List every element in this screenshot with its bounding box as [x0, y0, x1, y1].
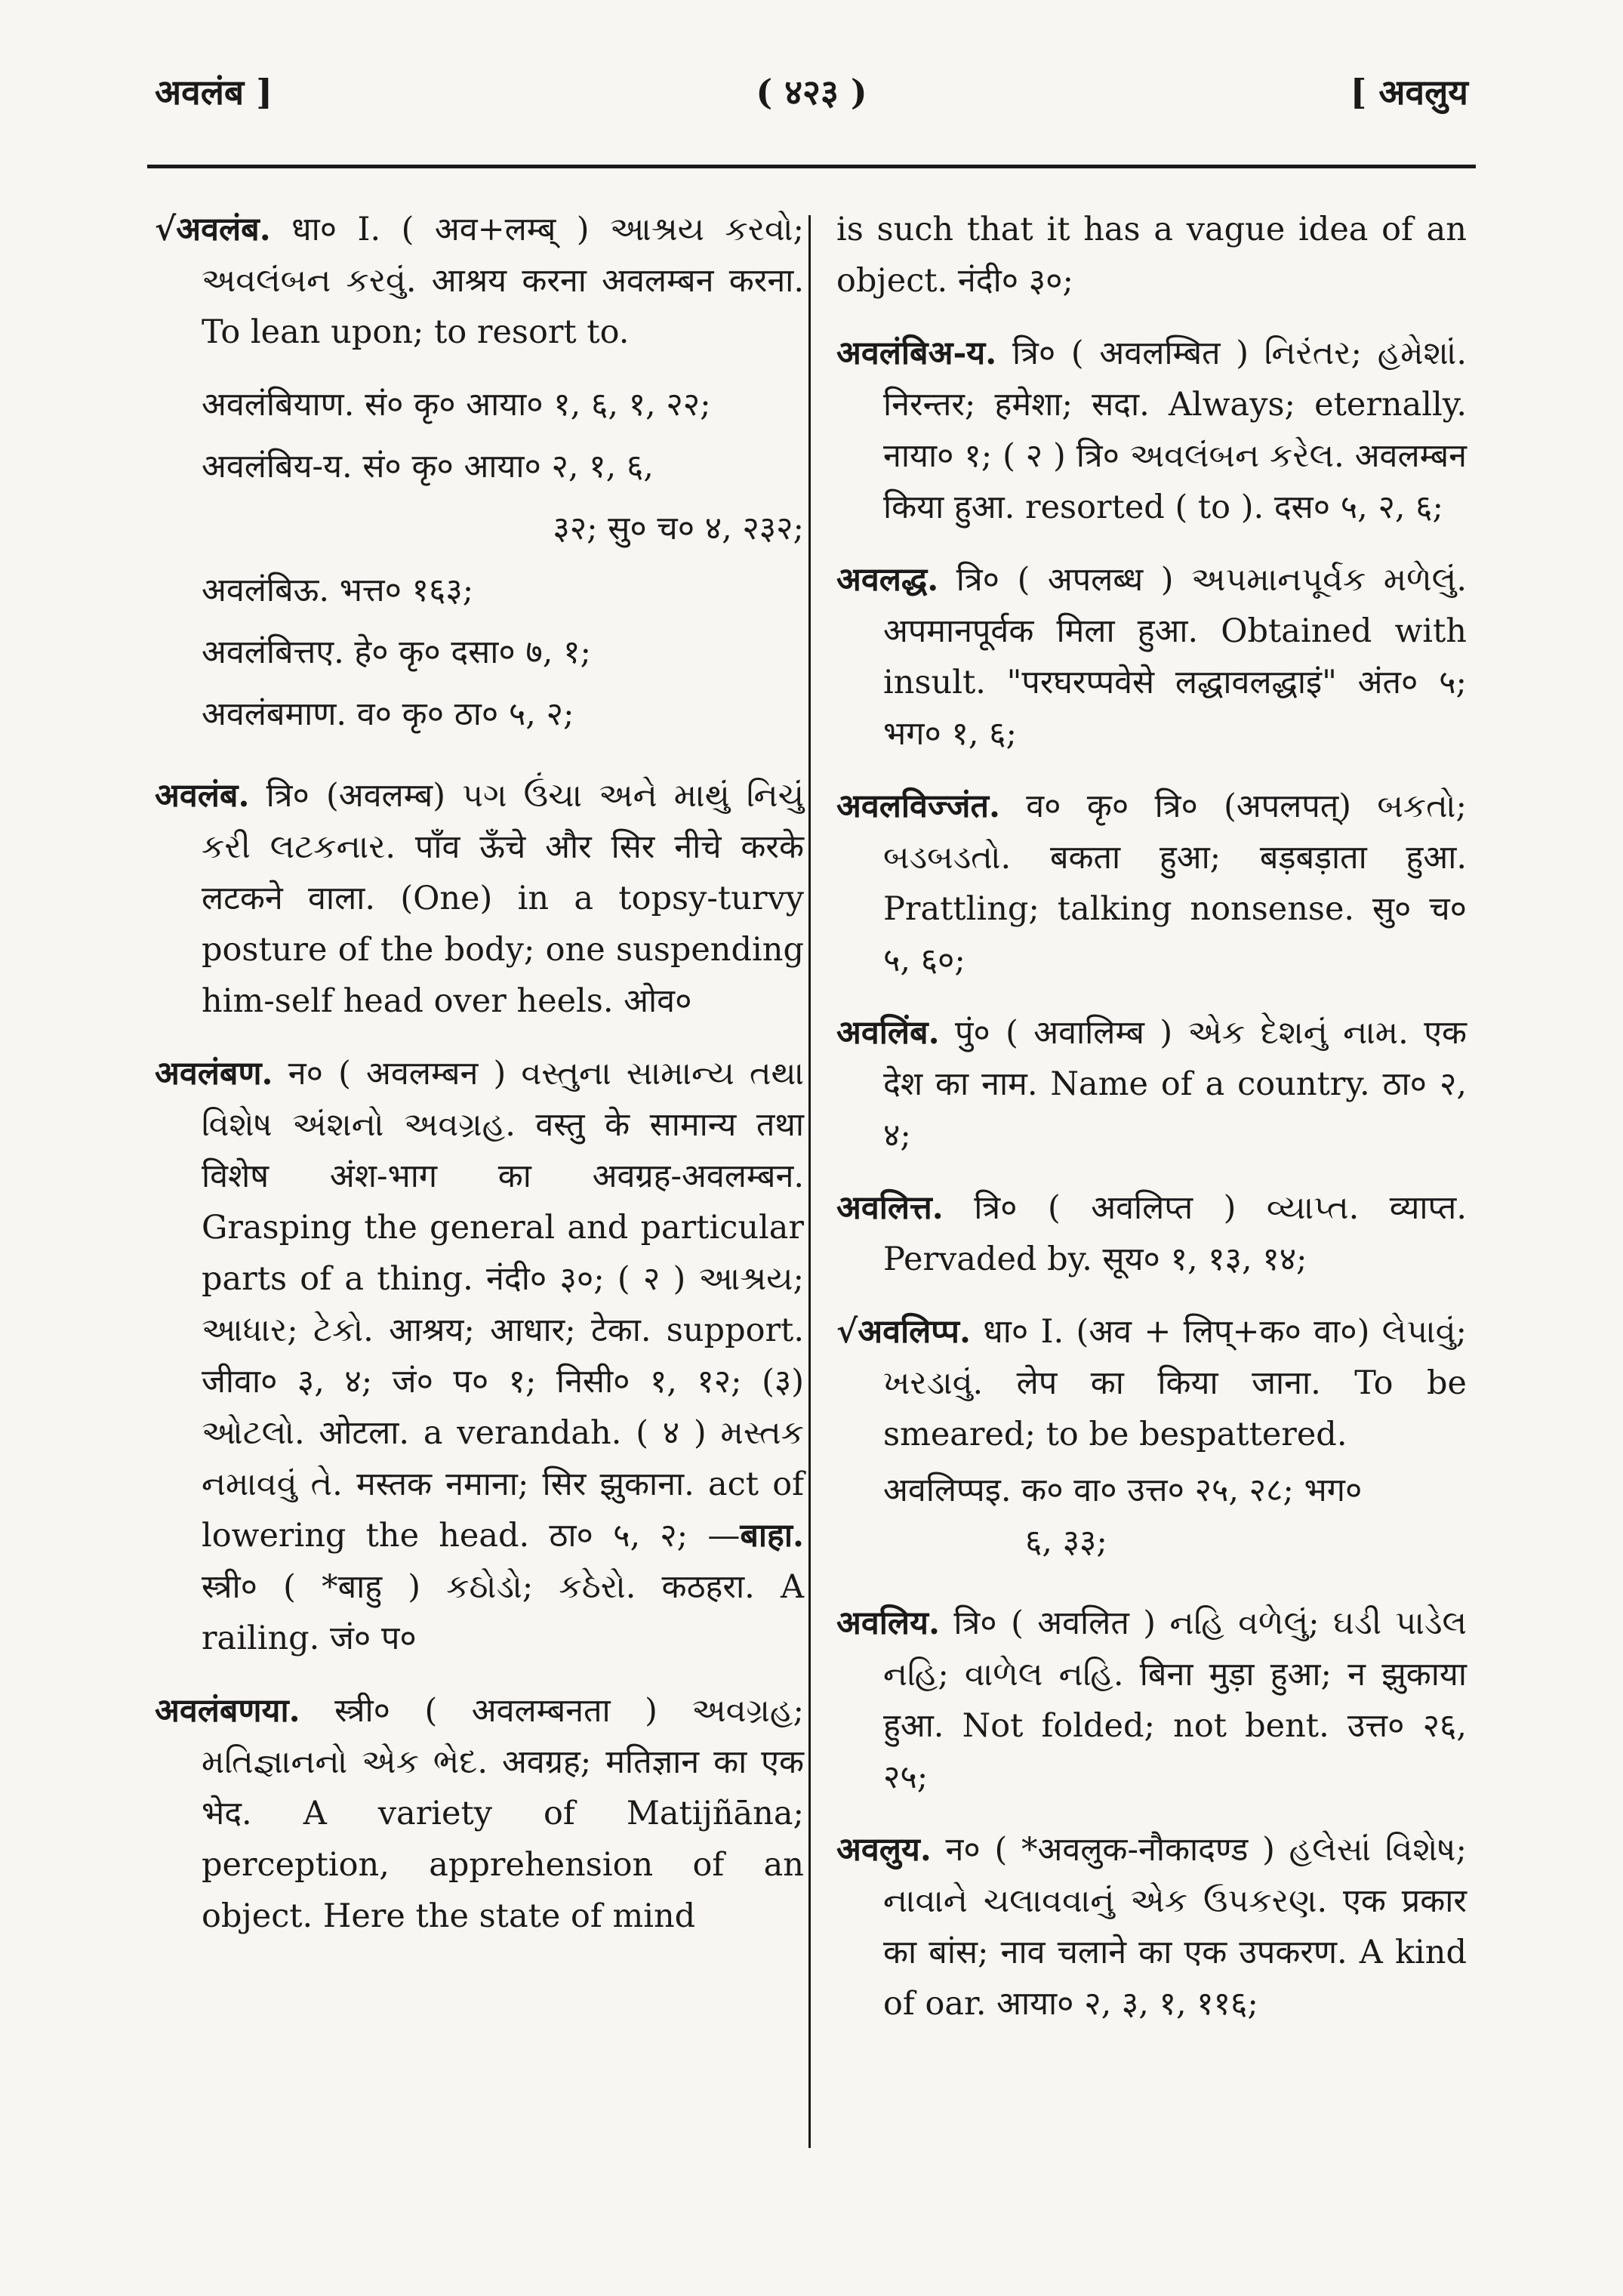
right-column [836, 204, 1467, 2051]
sub-form-continued: ३२; सु० च० ४, २३२; [553, 510, 804, 547]
header-right-guide-word: [ अवलुय [1350, 72, 1468, 112]
entry-avalamba-adj [155, 770, 804, 1027]
entry-definition: त्रि० ( अवलम्बित ) નિરંતર; હમેશાં. निरन्तर; हमेशा; सदा. Always; eternally. नाया० १; ( २ ) त्रि० અવલંબન કરેલ. अवलम्बन किया हुआ. resorted ( to ). दस० ५, २, ६; [883, 334, 1467, 526]
entry-headword: √अवलिप्प. [836, 1313, 971, 1351]
entry-headword: अवलुय. [836, 1831, 932, 1869]
entry-headword: अवलित्त. [836, 1189, 944, 1227]
sub-form: अवलंबिय-य. सं० कृ० आया० २, १, ६, [202, 448, 654, 485]
sub-form: अवलंबिऊ. भत्त० १६३; [202, 572, 474, 609]
entry-headword: अवलंबिअ-य. [836, 334, 997, 372]
entry-avaliya [836, 1598, 1467, 1803]
entry-avalimba [836, 1007, 1467, 1161]
entry-avalambia [836, 328, 1467, 533]
entry-headword: अवलंबण. [155, 1055, 273, 1093]
left-column [155, 204, 804, 1963]
entry-avalippa [836, 1306, 1467, 1460]
entry-headword: √अवलंब. [155, 211, 271, 248]
entry-definition: न० ( अवलम्बन ) વસ્તુના સામાન્ય તથા વિશેષ અંશનો અવગ્રહ. वस्तु के सामान्य तथा विशेष अंश-भाग का अवग्रह-अवलम्बन. Grasping the general and particular parts of a thing. नंदी० ३०; ( २ ) આશ્રય; આધાર; ટેકો. आश्रय; आधार; टेका. support. जीवा० ३, ४; जं० प० १; निसी० १, १२; (३) ઓટલો. ओटला. a verandah. ( ४ ) મસ્તક નમાવવું તે. मस्तक नमाना; सिर झुकाना. act of lowering the head. ठा० ५, २; — [202, 1055, 804, 1555]
sub-form-continued: ६, ३३; [1025, 1523, 1107, 1561]
sub-form: अवलंबमाण. व० कृ० ठा० ५, २; [202, 695, 574, 733]
entry-avalambanaya [155, 1685, 804, 1942]
sub-form: अवलिप्पइ. क० वा० उत्त० २५, २८; भग० [883, 1472, 1363, 1509]
entry-headword: अवलिंब. [836, 1014, 940, 1052]
entry-definition: त्रि० ( अवलिप्त ) વ્યાપ્ત. व्याप्त. Pervaded by. सूय० १, १३, १४; [883, 1189, 1467, 1278]
page-number: ( ४२३ ) [756, 72, 867, 112]
entry-headword: अवलंबणया. [155, 1692, 300, 1730]
entry-avaluya [836, 1824, 1467, 2029]
sub-form: अवलंबित्तए. हे० कृ० दसा० ७, १; [202, 633, 591, 671]
column-divider [808, 215, 811, 2148]
entry-avaladdha [836, 554, 1467, 760]
entry-definition: धा० I. ( अव+लम्ब् ) આશ્રય કરવો; અવલંબન કરવું. आश्रय करना अवलम्बन करना. To lean upon; to resort to. [202, 211, 804, 351]
sub-form: अवलंबियाण. सं० कृ० आया० १, ६, १, २२; [202, 386, 711, 424]
header-rule [147, 165, 1476, 168]
entry-headword: अवलद्ध. [836, 561, 939, 599]
compound-definition: स्त्री० ( *बाहु ) કઠોડો; કઠેરો. कठहरा. A railing. जं० प० [202, 1568, 804, 1657]
entry-avalitta [836, 1182, 1467, 1285]
continued-text: is such that it has a vague idea of an object. नंदी० ३०; [836, 211, 1467, 300]
entry-definition: त्रि० ( अवलित ) નહિ વળેલું; ઘડી પાડેલ નહિ; વાળેલ નહિ. बिना मुड़ा हुआ; न झुकाया हुआ. Not folded; not bent. उत्त० २६, २५; [883, 1604, 1467, 1796]
entry-definition: त्रि० ( अपलब्ध ) અપમાનપૂર્વક મળેલું. अपमानपूर्वक मिला हुआ. Obtained with insult. "परघरप्पवेसे लद्धावलद्धाइं" अंत० ५; भग० १, ६; [883, 561, 1467, 753]
header-left-guide-word: अवलंब ] [155, 72, 273, 112]
compound-headword: बाहा. [740, 1517, 804, 1555]
entry-definition: धा० I. (अव + लिप्+क० वा०) લેપાવું; ખરડાવું. लेप का किया जाना. To be smeared; to be bespattered. [883, 1313, 1467, 1453]
entry-definition: पुं० ( अवालिम्ब ) એક દેશનું નામ. एक देश का नाम. Name of a country. ठा० २, ४; [883, 1014, 1467, 1154]
entry-avalavijjanta [836, 781, 1467, 986]
entry-definition: त्रि० (अवलम्ब) પગ ઉંચા અને માથું નિચું કરી લટકનાર. पाँव ऊँचे और सिर नीचे करके लटकने वाला. (One) in a topsy-turvy posture of the body; one suspending him-self head over heels. ओव० [202, 777, 804, 1020]
entry-definition: स्त्री० ( अवलम्बनता ) અવગ્રહ; મતિજ્ઞાનનો એક ભેદ. अवग्रह; मतिज्ञान का एक भेद. A variety of Matijñāna; perception, apprehension of an object. Here the state of mind [202, 1692, 804, 1935]
page-header [155, 68, 1468, 136]
entry-definition: न० ( *अवलुक-नौकादण्ड ) હલેસાં વિશેષ; નાવાને ચલાવવાનું એક ઉપકરણ. एक प्रकार का बांस; नाव चलाने का एक उपकरण. A kind of oar. आया० २, ३, १, ११६; [883, 1831, 1467, 2023]
entry-avalamba-verb [155, 204, 804, 358]
entry-headword: अवलंब. [155, 777, 250, 815]
entry-definition: व० कृ० त्रि० (अपलपत्) બકતો; બડબડતો. बकता हुआ; बड़बड़ाता हुआ. Prattling; talking nonsense. सु० च० ५, ६०; [883, 787, 1467, 979]
entry-headword: अवलविज्जंत. [836, 787, 1000, 825]
entry-headword: अवलिय. [836, 1604, 940, 1642]
entry-avalambana [155, 1048, 804, 1664]
